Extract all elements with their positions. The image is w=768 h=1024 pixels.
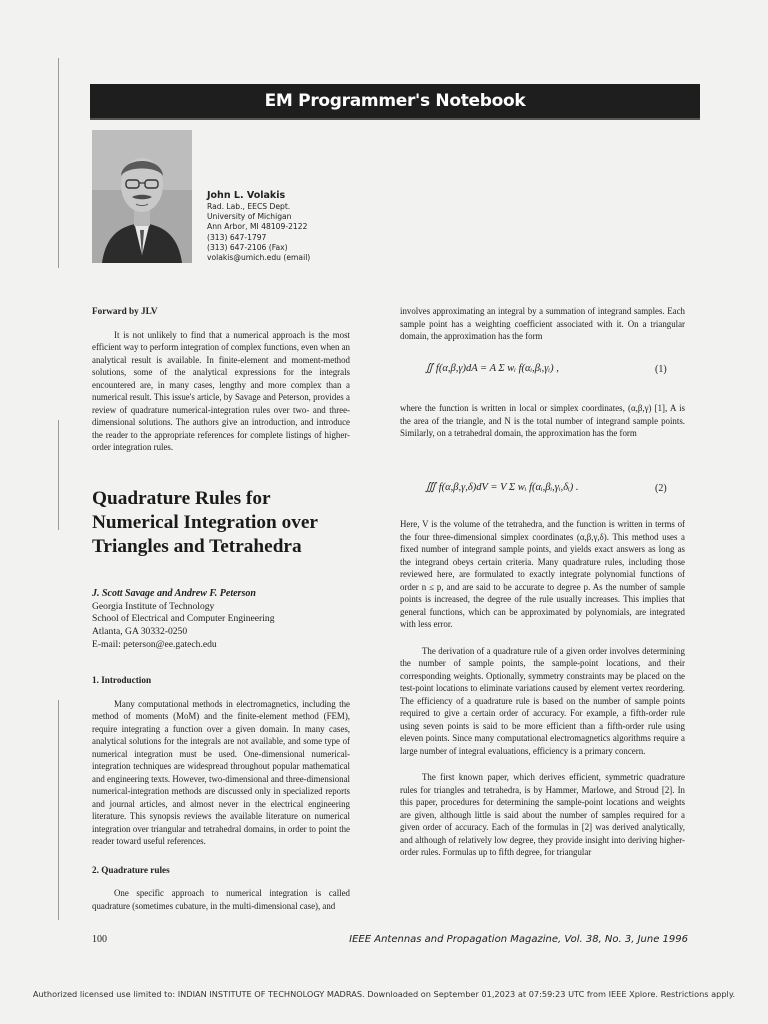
foreword-heading: Forward by JLV xyxy=(92,306,158,316)
paragraph: The derivation of a quadrature rule of a given order involves determining the number of sample points, the sample-point locations, and their corresponding weights. Optionally, symmetry constraints may be placed on the test-point locations to eliminate variations caused by element vertex reordering. The efficiency of a quadrature rule is based on the number of sample points required to give a certain order of accuracy. For example, a fifth-order rule using seven points is said to be more efficient than a fifth-order rule using eleven points. Since many computational electromagnetics algorithms require a large number of integral evaluations, efficiency is a primary concern. xyxy=(400,645,685,756)
article-authors xyxy=(92,588,275,652)
paragraph: The first known paper, which derives efficient, symmetric quadrature rules for triangles and tetrahedra, is by Hammer, Marlowe, and Stroud [2]. In this paper, procedures for determining the sample-point locations and weights are given, although little is said about the number of samples required for a given order of accuracy. Each of the formulas in [2] was derived analytically, and although of relatively low degree, they provide insight into deriving higher-order rules. Formulas up to fifth degree, for triangular xyxy=(400,772,685,857)
banner-title: EM Programmer's Notebook xyxy=(264,91,526,111)
affiliation-line: Georgia Institute of Technology xyxy=(92,600,215,612)
article-title xyxy=(92,487,318,559)
affiliation-line: E-mail: peterson@ee.gatech.edu xyxy=(92,638,217,650)
author-line: volakis@umich.edu (email) xyxy=(207,253,311,263)
foreword-body: It is not unlikely to find that a numerical approach is the most efficient way to perform integration of complex functions, even when an analytical result is available. In finite-element and moment-method solutions, some of the analytical expressions for the integrals encountered are, in many cases, lengthy and more complex than a numerical result. This issue's article, by Savage and Peterson, provides a review of quadrature numerical-integration rules over two- and three-dimensional solutions. The authors give an introduction, and introduce the reader to the appropriate references for complete listings of higher-order integration rules. xyxy=(92,329,350,452)
license-notice: Authorized licensed use limited to: INDIAN INSTITUTE OF TECHNOLOGY MADRAS. Downloaded on September 01,2023 at 07:59:23 UTC from IEEE Xplore. Restrictions apply. xyxy=(32,989,736,999)
author-line: (313) 647-2106 (Fax) xyxy=(207,242,288,252)
section-heading: 1. Introduction xyxy=(92,675,152,685)
foreword xyxy=(92,305,350,454)
quad-paragraph: One specific approach to numerical integration is called quadrature (sometimes cubature, in the multi-dimensional case), and xyxy=(92,888,350,911)
author-names: J. Scott Savage and Andrew F. Peterson xyxy=(92,588,256,599)
author-line: University of Michigan xyxy=(207,212,292,222)
equation-number: (2) xyxy=(655,483,667,494)
scan-edge-line xyxy=(58,700,59,920)
left-column-body xyxy=(92,674,350,912)
paragraph: involves approximating an integral by a summation of integrand samples. Each sample point has a weighting coefficient associated with it. On a triangular domain, the approximation has the form xyxy=(400,306,685,341)
article-title-line: Quadrature Rules for xyxy=(92,488,271,509)
right-column-body xyxy=(400,518,685,859)
paragraph: where the function is written in local or simplex coordinates, (α,β,γ) [1], A is the area of the triangle, and N is the total number of integrand sample points. Similarly, on a tetrahedral domain, the approximation has the form xyxy=(400,403,685,438)
equation-number: (1) xyxy=(655,364,667,375)
paragraph: Here, V is the volume of the tetrahedra, and the function is written in terms of the four three-dimensional simplex coordinates (α,β,γ,δ). This method uses a fixed number of integrand sample points, and yields exact answers as long as the integrand obeys certain criteria. Many quadrature rules, including those reviewed here, are formulated to exactly integrate polynomial functions of order n ≤ p, and are said to be accurate to degree p. As the number of sample points is increased, the degree of the rule usually increases. This implies that general functions, which can be approximated by polynomials, are integrated with less error. xyxy=(400,519,685,629)
section-heading: 2. Quadrature rules xyxy=(92,864,170,875)
author-name: John L. Volakis xyxy=(207,190,286,201)
scan-edge-line xyxy=(58,58,59,268)
page-number: 100 xyxy=(92,934,107,945)
author-line: Ann Arbor, MI 48109-2122 xyxy=(207,222,308,232)
author-photo xyxy=(92,130,192,263)
affiliation-line: Atlanta, GA 30332-0250 xyxy=(92,626,188,638)
intro-paragraph: Many computational methods in electromagnetics, including the method of moments (MoM) and the finite-element method (FEM), require integrating a function over a given domain. In many cases, analytical solutions for the integrals are not available, and some type of numerical integration must be used. One-dimensional numerical-integration techniques are widespread throughout popular mathematical and engineering texts. However, two-dimensional and three-dimensional numerical-integration methods are discussed only in specialized reports and journal articles, and almost never in the electrical engineering literature. This synopsis reviews the available literature on numerical integration over triangular and tetrahedral domains, in order to point the reader toward useful references. xyxy=(92,698,350,846)
portrait-illustration xyxy=(92,130,192,263)
author-contact xyxy=(207,189,310,263)
column-banner xyxy=(90,84,700,120)
right-column-p2 xyxy=(400,402,685,440)
equation-1: ∬ f(α,β,γ)dA = A Σ wᵢ f(αᵢ,βᵢ,γᵢ) , xyxy=(425,363,559,374)
scan-edge-line xyxy=(58,420,59,530)
author-line: (313) 647-1797 xyxy=(207,232,267,242)
article-title-line: Numerical Integration over xyxy=(92,512,318,533)
right-column-p1 xyxy=(400,305,685,343)
journal-citation: IEEE Antennas and Propagation Magazine, Vol. 38, No. 3, June 1996 xyxy=(349,934,688,945)
article-title-line: Triangles and Tetrahedra xyxy=(92,536,302,557)
affiliation-line: School of Electrical and Computer Engineering xyxy=(92,613,275,625)
equation-2: ∭ f(α,β,γ,δ)dV = V Σ wᵢ f(αᵢ,βᵢ,γᵢ,δᵢ) . xyxy=(425,482,579,493)
author-line: Rad. Lab., EECS Dept. xyxy=(207,202,291,211)
